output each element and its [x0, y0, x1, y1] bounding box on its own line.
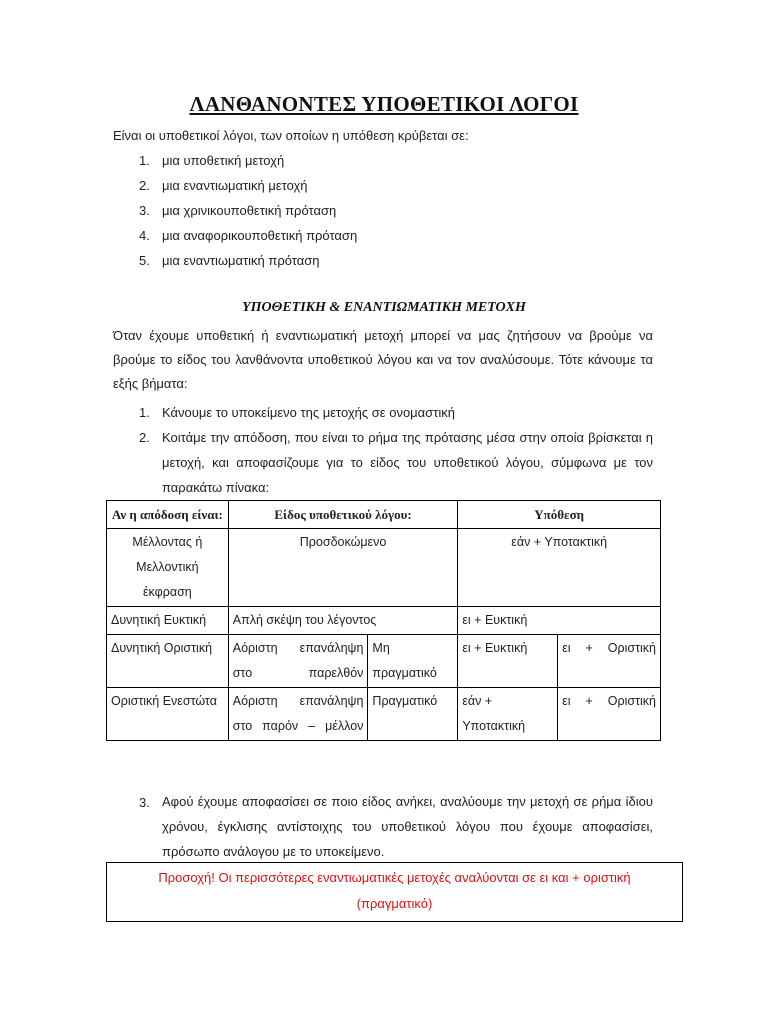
table-cell: εάν + Υποτακτική	[458, 529, 661, 607]
page-title: ΛΑΝΘΑΝΟΝΤΕΣ ΥΠΟΘΕΤΙΚΟΙ ΛΟΓΟΙ	[189, 92, 579, 116]
conditional-types-table	[106, 500, 661, 741]
section-paragraph: Όταν έχουμε υποθετική ή εναντιωματική μετοχή μπορεί να μας ζητήσουν να βρούμε να βρούμε το είδος του λανθάνοντα υποθετικού λόγου και να τον αναλύσουμε. Τότε κάνουμε τα εξής βήματα:	[113, 328, 653, 391]
table-cell: ει + Ευκτική	[458, 635, 558, 688]
list-text: μια αναφορικουποθετική πρόταση	[162, 228, 358, 243]
table-cell: Μη πραγματικό	[368, 635, 458, 688]
step-text: Κάνουμε το υποκείμενο της μετοχής σε ονομαστική	[162, 405, 455, 420]
header-cell-eidos: Είδος υποθετικού λόγου:	[228, 501, 458, 529]
table-row	[107, 635, 661, 688]
warning-text: (πραγματικό)	[356, 896, 433, 911]
section-heading: ΥΠΟΘΕΤΙΚΗ & ΕΝΑΝΤΙΩΜΑΤΙΚΗ ΜΕΤΟΧΗ	[242, 300, 526, 315]
step-text: Κοιτάμε την απόδοση, που είναι το ρήμα της πρότασης μέσα στην οποία βρίσκεται η μετοχή, και αποφασίζουμε για το είδος του υποθετικού λόγου, σύμφωνα με τον παρακάτω πίνακα:	[162, 430, 653, 495]
list-text: μια εναντιωματική πρόταση	[162, 253, 320, 268]
list-text: μια εναντιωματική μετοχή	[162, 178, 308, 193]
table-cell: εάν + Υποτακτική	[458, 688, 558, 741]
list-number: 1.	[139, 153, 150, 168]
list-text: μια χρινικουποθετική πρόταση	[162, 203, 337, 218]
table-cell: Απλή σκέψη του λέγοντος	[228, 607, 458, 635]
step-number: 2.	[139, 430, 150, 445]
table-row	[107, 688, 661, 741]
table-header-row	[107, 501, 661, 529]
list-number: 4.	[139, 228, 150, 243]
table-cell: ει + Οριστική	[558, 635, 661, 688]
warning-text: Προσοχή! Οι περισσότερες εναντιωματικές μετοχές αναλύονται σε ει και + οριστική	[158, 870, 631, 885]
header-cell-ypothesi: Υπόθεση	[458, 501, 661, 529]
table-cell: Αόριστη επανάληψη στο παρελθόν	[228, 635, 368, 688]
warning-box	[106, 862, 683, 922]
table-cell: Οριστική Ενεστώτα	[107, 688, 229, 741]
header-cell-apodosi: Αν η απόδοση είναι:	[107, 501, 229, 529]
table-cell: Αόριστη επανάληψη στο παρόν – μέλλον	[228, 688, 368, 741]
table-row	[107, 607, 661, 635]
intro-text: Είναι οι υποθετικοί λόγοι, των οποίων η υπόθεση κρύβεται σε:	[113, 128, 469, 143]
table-cell: Πραγματικό	[368, 688, 458, 741]
table-cell: Μέλλοντας ή Μελλοντική έκφραση	[107, 529, 229, 607]
list-text: μια υποθετική μετοχή	[162, 153, 285, 168]
step-number: 3.	[139, 795, 150, 810]
table-cell: Δυνητική Ευκτική	[107, 607, 229, 635]
step-number: 1.	[139, 405, 150, 420]
table-cell: Προσδοκώμενο	[228, 529, 458, 607]
table-cell: Δυνητική Οριστική	[107, 635, 229, 688]
list-number: 3.	[139, 203, 150, 218]
table-cell: ει + Ευκτική	[458, 607, 661, 635]
step-text: Αφού έχουμε αποφασίσει σε ποιο είδος ανήκει, αναλύουμε την μετοχή σε ρήμα ίδιου χρόνου, έγκλισης αντίστοιχης του υποθετικού λόγου που έχουμε αποφασίσει, πρόσωπο ανάλογου με το υποκείμενο.	[162, 794, 653, 859]
table-row	[107, 529, 661, 607]
list-number: 2.	[139, 178, 150, 193]
list-number: 5.	[139, 253, 150, 268]
table-cell: ει + Οριστική	[558, 688, 661, 741]
